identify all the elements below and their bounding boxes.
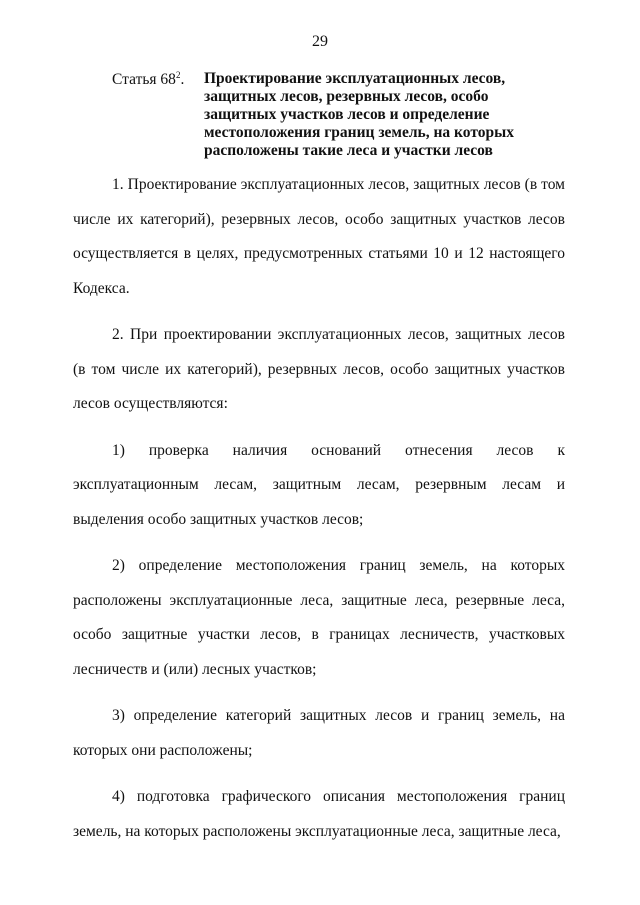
list-item-1: 1) проверка наличия оснований отнесения лесов к эксплуатационным лесам, защитным лесам, резервным лесам и выделения особо защитных участков лесов; xyxy=(73,441,565,528)
paragraph-2: 2. При проектировании эксплуатационных лесов, защитных лесов (в том числе их категорий), резервных лесов, особо защитных участков лесов осуществляются: xyxy=(73,326,565,412)
article-label xyxy=(112,70,184,90)
article-label-superscript: 2 xyxy=(175,69,181,80)
article-body xyxy=(73,168,565,861)
page-number: 29 xyxy=(312,33,328,50)
paragraph-1: 1. Проектирование эксплуатационных лесов, защитных лесов (в том числе их категорий), резервных лесов, особо защитных участков лесов осуществляется в целях, предусмотренных статьями 10 и 12 настоящего Кодекса. xyxy=(73,176,565,297)
article-label-text: Статья 68 xyxy=(112,71,176,88)
article-title: Проектирование эксплуатационных лесов, защитных лесов, резервных лесов, особо защитных участков лесов и определение местоположения границ земель, на которых расположены такие леса и участки лесов xyxy=(204,70,514,159)
list-item-4: 4) подготовка графического описания местоположения границ земель, на которых расположены эксплуатационные леса, защитные леса, xyxy=(73,788,565,840)
article-label-suffix: . xyxy=(180,71,185,88)
list-item-2: 2) определение местоположения границ земель, на которых расположены эксплуатационные леса, защитные леса, резервные леса, особо защитные участки лесов, в границах лесничеств, участковых лесничеств и (или) лесных участков; xyxy=(73,557,565,678)
list-item-3: 3) определение категорий защитных лесов и границ земель, на которых они расположены; xyxy=(73,707,565,759)
